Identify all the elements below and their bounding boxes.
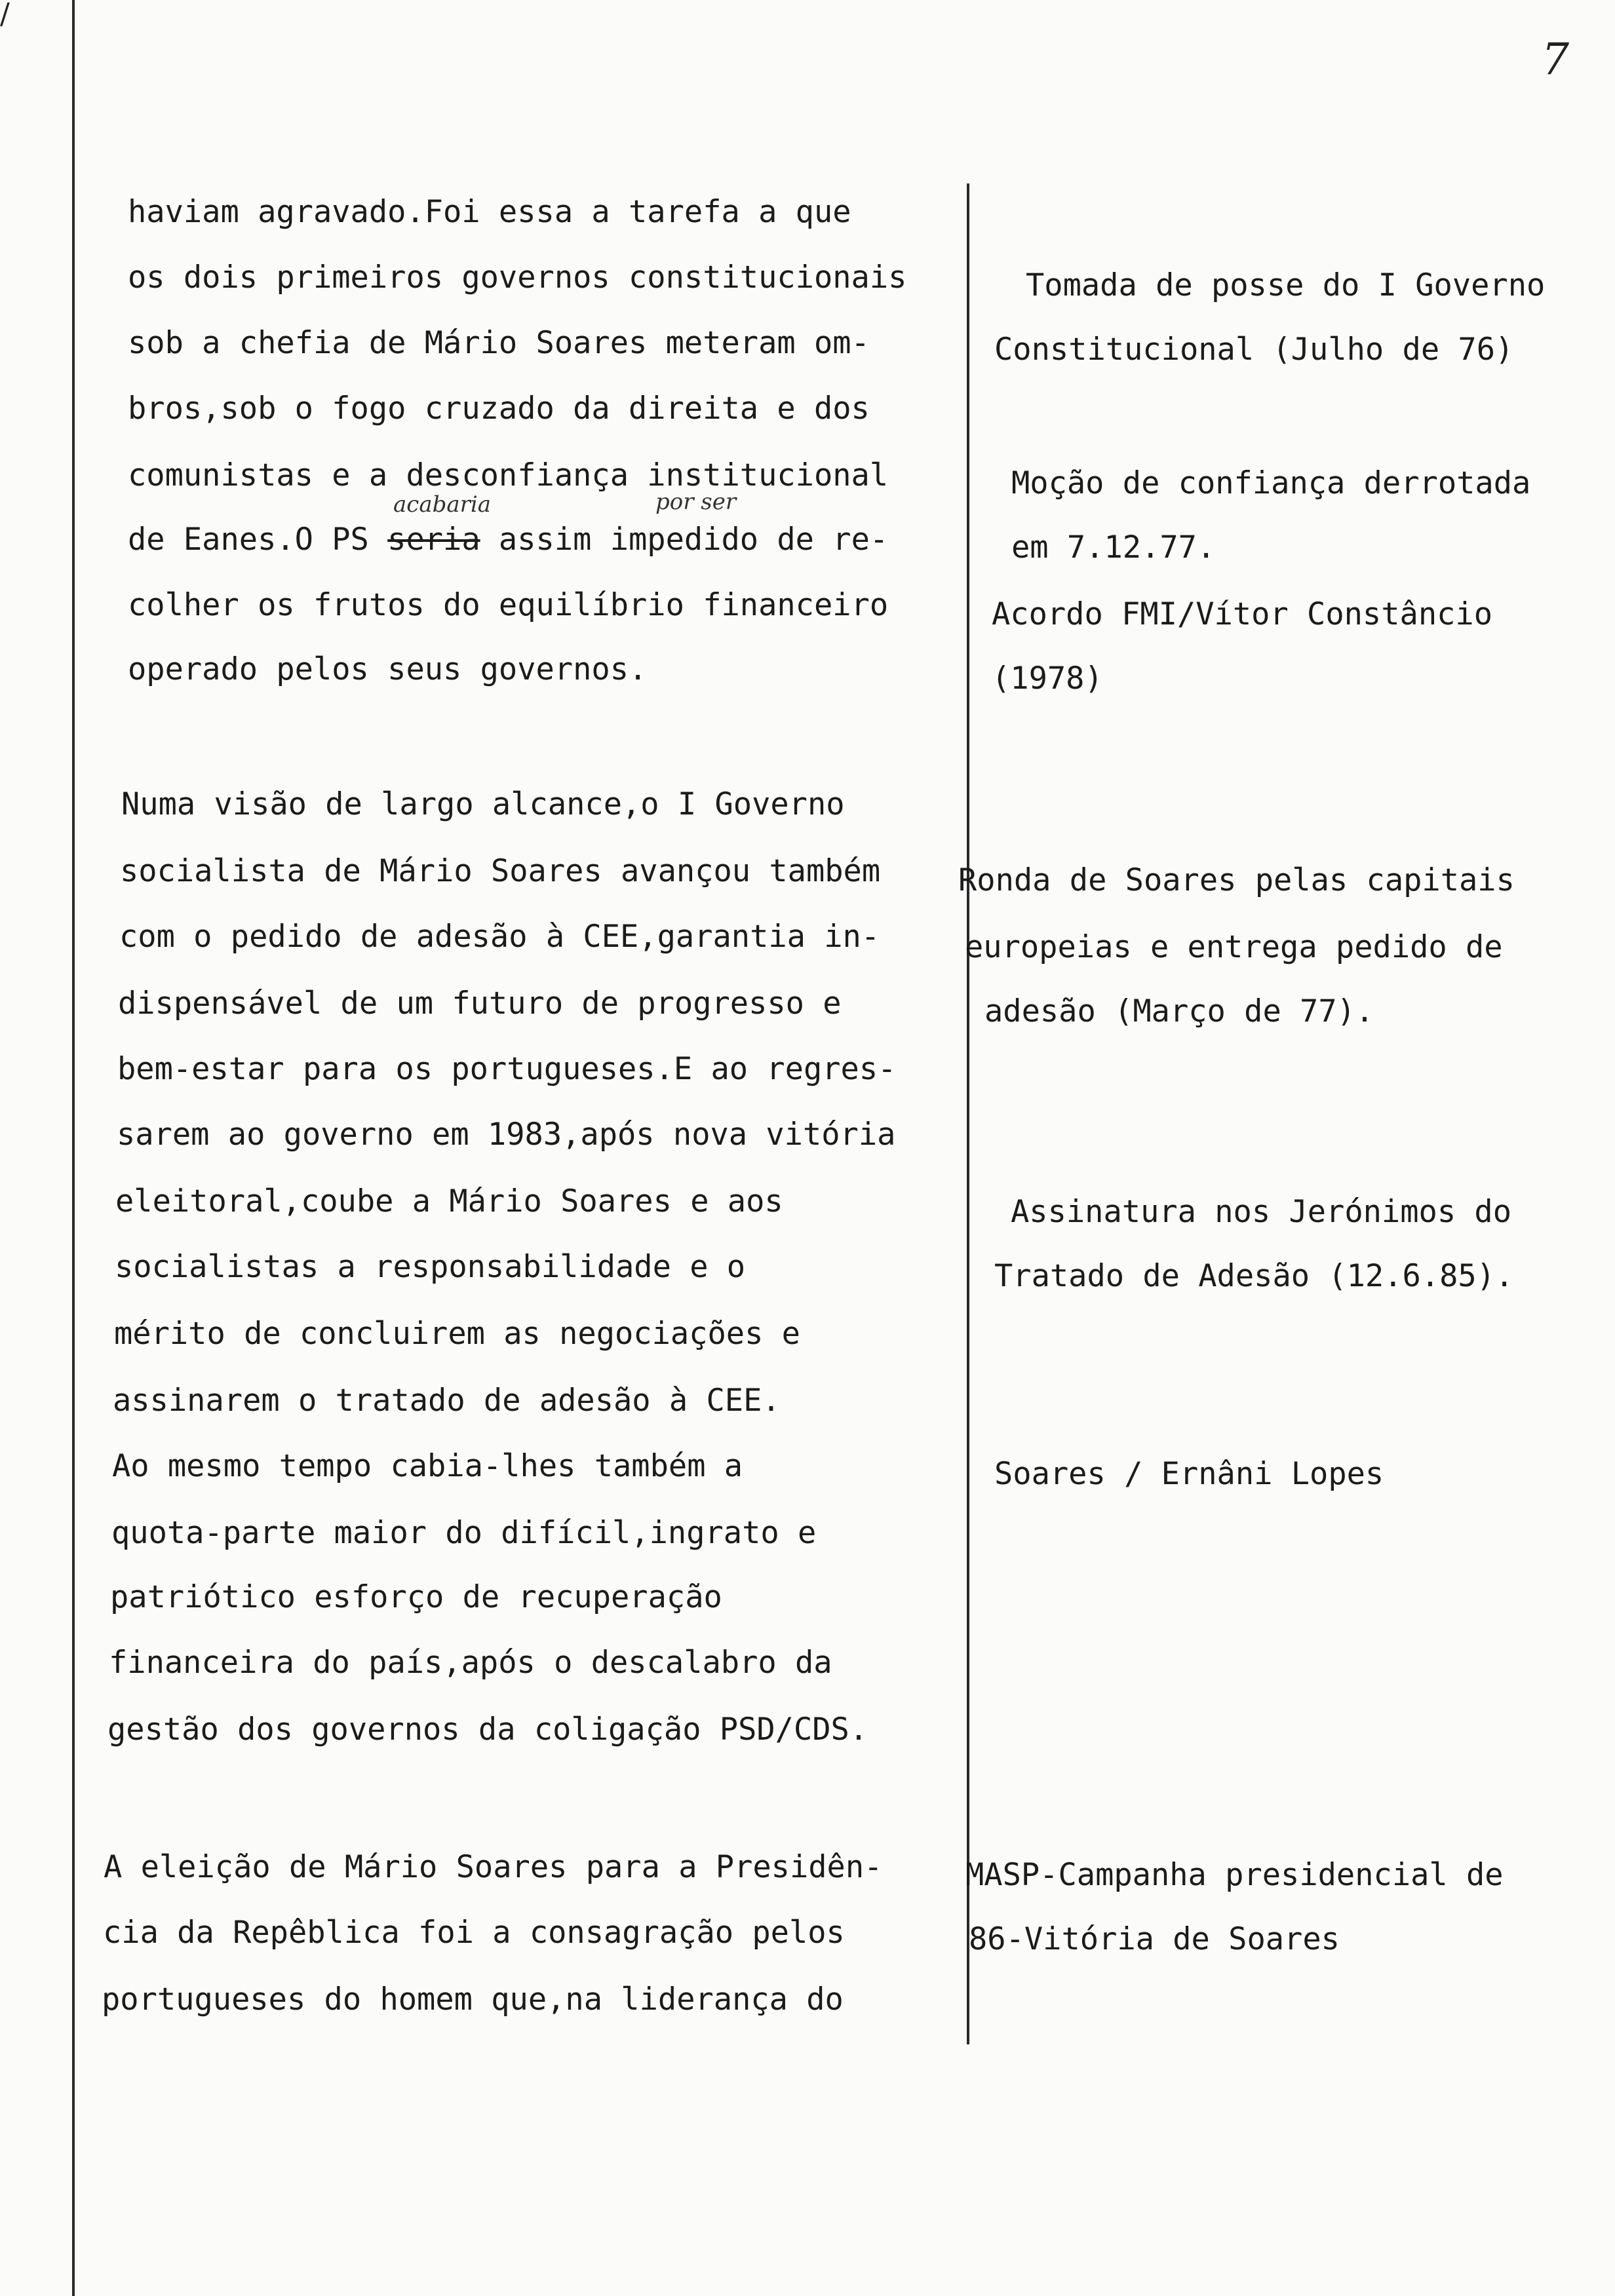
note-line-8: europeias e entrega pedido de [965, 929, 1503, 965]
note-line-1: Tomada de posse do I Governo [1026, 267, 1546, 303]
p2-line-2: socialista de Mário Soares avançou também [120, 853, 881, 889]
p2-line-12: quota-parte maior do difícil,ingrato e [111, 1515, 817, 1551]
p1-line-1: haviam agravado.Foi essa a tarefa a que [128, 194, 851, 230]
p2-line-10: assinarem o tratado de adesão à CEE. [113, 1383, 781, 1419]
p2-line-14: financeira do país,após o descalabro da [109, 1645, 832, 1681]
note-line-3: Moção de confiança derrotada [1011, 465, 1531, 501]
note-line-5: Acordo FMI/Vítor Constâncio [992, 596, 1493, 632]
p2-line-15: gestão dos governos da coligação PSD/CDS. [107, 1712, 868, 1748]
p1-line-6-end: impedido de re- [610, 522, 889, 558]
p3-line-1: A eleição de Mário Soares para a Presidên- [104, 1849, 883, 1885]
struck-word: seria [387, 522, 480, 558]
p2-line-7: eleitoral,coube a Mário Soares e aos [115, 1183, 783, 1219]
p2-line-11: Ao mesmo tempo cabia-lhes também a [112, 1448, 743, 1484]
note-line-12: Soares / Ernâni Lopes [994, 1456, 1384, 1492]
p1-line-6-middle: assim [480, 522, 610, 558]
p1-line-4: bros,sob o fogo cruzado da direita e dos [128, 391, 870, 427]
p1-line-2: os dois primeiros governos constitucionais [128, 259, 907, 296]
note-line-14: 86-Vitória de Soares [969, 1921, 1340, 1957]
p1-line-8: operado pelos seus governos. [128, 651, 648, 687]
p2-line-5: bem-estar para os portugueses.E ao regres- [117, 1051, 897, 1087]
corner-mark: / [0, 0, 10, 31]
note-line-13: MASP-Campanha presidencial de [965, 1857, 1504, 1893]
note-line-6: (1978) [992, 660, 1103, 697]
p2-line-4: dispensável de um futuro de progresso e [118, 985, 842, 1022]
p2-line-1: Numa visão de largo alcance,o I Governo [121, 786, 845, 822]
p2-line-13: patriótico esforço de recuperação [110, 1579, 722, 1615]
p2-line-6: sarem ao governo em 1983,após nova vitória [117, 1117, 896, 1153]
note-line-7: Ronda de Soares pelas capitais [958, 862, 1515, 898]
note-line-2: Constitucional (Julho de 76) [994, 332, 1514, 368]
p1-line-3: sob a chefia de Mário Soares meteram om- [128, 325, 870, 361]
page-number: 7 [1542, 34, 1569, 85]
column-divider [967, 183, 969, 2044]
note-line-10: Assinatura nos Jerónimos do [1011, 1194, 1512, 1230]
p2-line-9: mérito de concluirem as negociações e [114, 1316, 800, 1352]
p1-line-5: comunistas e a desconfiança institucional [128, 457, 889, 493]
p3-line-3: portugueses do homem que,na liderança do [102, 1981, 844, 2018]
handwritten-insertion-1: acabaria [393, 491, 492, 518]
p2-line-8: socialistas a responsabilidade e o [115, 1249, 746, 1285]
note-line-11: Tratado de Adesão (12.6.85). [994, 1258, 1514, 1294]
p3-line-2: cia da Repêblica foi a consagração pelos [103, 1915, 845, 1951]
p1-line-7: colher os frutos do equilíbrio financeiro [128, 587, 889, 623]
note-line-4: em 7.12.77. [1011, 529, 1216, 565]
handwritten-insertion-2: por ser [655, 489, 737, 515]
p2-line-3: com o pedido de adesão à CEE,garantia in- [119, 919, 880, 955]
note-line-9: adesão (Março de 77). [984, 993, 1374, 1029]
left-margin-rule [72, 0, 75, 2296]
p1-line-6-start: de Eanes.O PS [128, 522, 388, 558]
p1-line-6 [128, 522, 888, 558]
